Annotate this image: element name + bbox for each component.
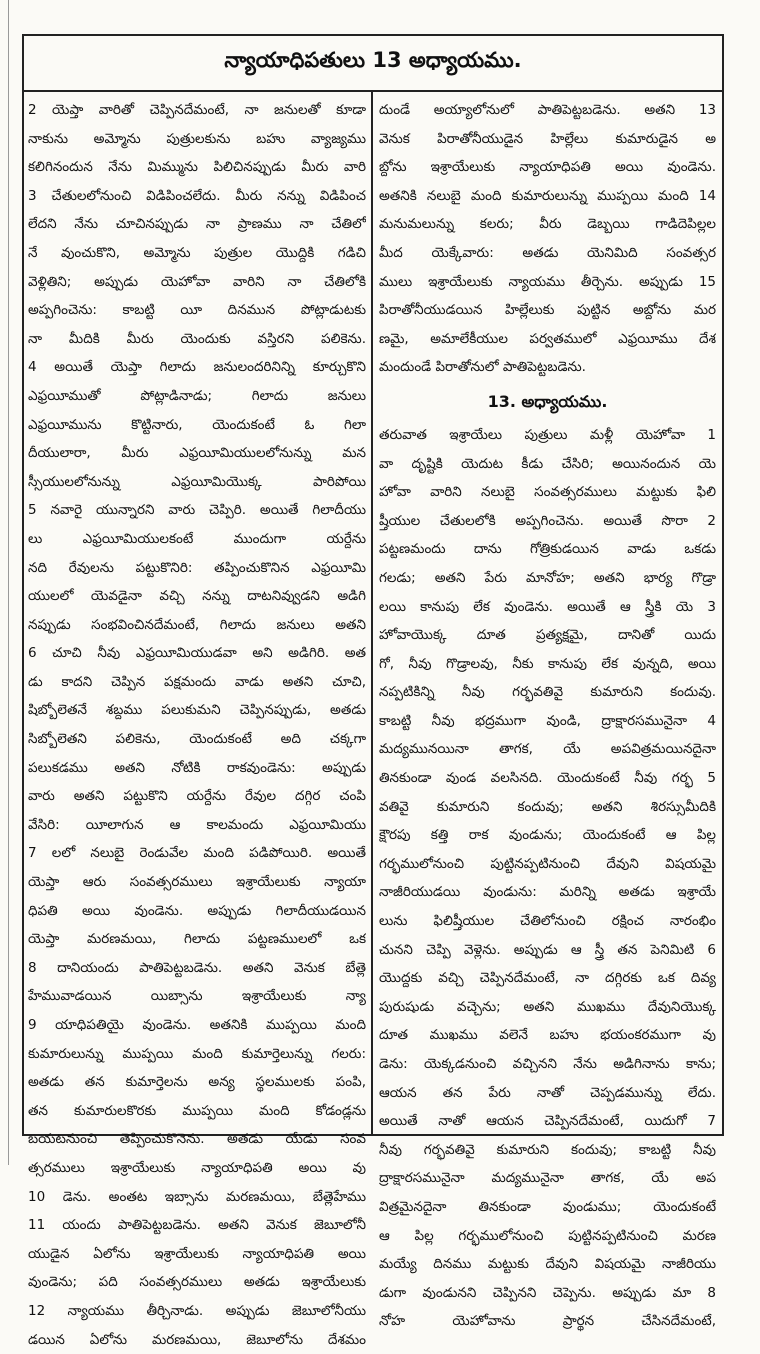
text-line: కుమారులున్ను ముప్పయి మంది కుమార్తెలున్ను గలరు: [28, 1045, 366, 1062]
text-line: గర్భములోనుంచి పుట్టినప్పటినుంచి దేవుని విషయమై [379, 855, 716, 872]
text-line: సిబ్బోలెతని పలికెను, యెందుకంటే అది చక్కగా [28, 731, 366, 748]
text-line: తరువాత ఇశ్రాయేలు పుత్రులు మళ్లీ యెహోవా 1 [379, 426, 716, 443]
text-line: 7 లలో నలుబై రెండువేల మంది పడిపోయిరి. అయితే [28, 845, 366, 862]
text-line: తన కుమారులకొరకు ముప్పయి మంది కోడండ్లను [28, 1102, 366, 1119]
text-line: మనుమలున్ను కలరు; వీరు డెబ్బయి గాడిదెపిల్లల [379, 216, 716, 233]
text-line: లు ఎఫ్రయీమియులకంటే ముందుగా యర్దేను [28, 530, 366, 547]
text-line: నీవు గర్భవతివై కుమారుని కందువు; కాబట్టి నీవు [379, 1141, 716, 1158]
text-line: లేదని నేను చూచినప్పుడు నా ప్రాణము నా చేతిలో [28, 216, 366, 233]
text-line: డుగా వుండునని చెప్పినని చెప్పెను. అప్పుడు మా 8 [379, 1284, 716, 1301]
text-line: పలుకడము అతని నోటికి రాకవుండెను: అప్పుడు [28, 759, 366, 776]
text-line: నది రేవులను పట్టుకొనిరి: తప్పించుకొనిన ఎఫ్రయీమి [28, 559, 366, 576]
text-line: డయిన ఏలోను మరణమయి, జెబూలోను దేశమం [28, 1331, 366, 1348]
text-line: ములు ఇశ్రాయేలుకు న్యాయము తీర్చెను. అప్పుడు 15 [379, 273, 716, 290]
text-line: 10 డెను. అంతట ఇబ్సాను మరణమయి, బేత్లెహేము [28, 1188, 366, 1205]
text-line: పిరాతోనీయుడయిన హిల్లేలుకు పుట్టిన అబ్దోను మర [379, 302, 716, 319]
text-line: యెప్తా మరణమయి, గిలాదు పట్టణములలో ఒక [28, 931, 366, 948]
text-line: హోవా వారిని నలుబై సంవత్సరములు మట్టుకు ఫిలి [379, 484, 716, 501]
text-line: ద్రాక్షారసమునైనా మద్యమునైనా తాగక, యే అప [379, 1170, 716, 1187]
text-line: 8 దానియందు పాతిపెట్టబడెను. అతని వెనుక బేత్లె [28, 959, 366, 976]
text-line: పురుషుడు వచ్చెను; అతని ముఖము దేవునియొక్క [379, 998, 716, 1015]
text-line: వతివై కుమారుని కందువు; అతని శిరస్సుమీదికి [379, 798, 716, 815]
binding-edge [8, 0, 9, 1165]
text-line: నాజీరియుడయి వుండును: మరిన్ని అతడు ఇశ్రాయే [379, 884, 716, 901]
page-frame [22, 34, 724, 1348]
right-column-top-text [379, 96, 716, 382]
text-line: దూత ముఖము వలెనే బహు భయంకరముగా వు [379, 1027, 716, 1044]
text-line: చునని చెప్పి వెళ్లెను. అప్పుడు ఆ స్త్రీ తన పెనిమిటి 6 [379, 941, 716, 958]
text-line: ఎఫ్రయీముతో పోట్లాడినాడు; గిలాదు జనులు [28, 387, 366, 404]
text-line: నా మీదికి మీరు యెందుకు వస్తిరని పలికెను. [28, 330, 366, 347]
text-line: గలడు; అతని పేరు మానోహ; అతని భార్య గొడ్రా [379, 569, 716, 586]
text-line: షిబ్బోలెతనే శబ్దము పలుకుమని చెప్పినప్పుడు, అతడు [28, 702, 366, 719]
page-header [24, 34, 722, 92]
text-line: 11 యందు పాతిపెట్టబడెను. అతని వెనుక జెబూలోనీ [28, 1217, 366, 1234]
text-line: యులలో యెవడైనా వచ్చి నన్ను దాటనివ్వుడని అడిగి [28, 588, 366, 605]
text-line: ధిపతి అయి వుండెను. అప్పుడు గిలాదీయుడయిన [28, 902, 366, 919]
text-line: క్షౌరపు కత్తి రాక వుండును; యెందుకంటే ఆ పిల్ల [379, 827, 716, 844]
text-line: వెళ్లితిని; అప్పుడు యెహోవా వారిని నా చేతిలోకి [28, 273, 366, 290]
text-line: వా దృష్టికి యెదుట కీడు చేసిరి; అయినందున యె [379, 455, 716, 472]
text-line: మీద యెక్కేవారు: అతడు యెనిమిది సంవత్సర [379, 244, 716, 261]
text-line: నప్పుడు సంభవించినదేమంటే, గిలాదు జనులు అతని [28, 616, 366, 633]
text-line: గో, నీవు గొడ్రాలవు, నీకు కానుపు లేక వున్నది, అయి [379, 655, 716, 672]
text-line: హేమువాడయిన యిబ్సాను ఇశ్రాయేలుకు న్యా [28, 988, 366, 1005]
text-line: విత్రమైనదైనా తినకుండా వుండుము; యెందుకంటే [379, 1198, 716, 1215]
text-line: బయటనుంచి తెప్పించుకొనెను. అతడు యేడు సంవ [28, 1131, 366, 1148]
text-line: నాకును అమ్మోను పుత్రులకును బహు వ్యాజ్యము [28, 130, 366, 147]
text-line: 6 చూచి నీవు ఎఫ్రయీమియుడవా అని అడిగిరి. అత [28, 645, 366, 662]
column-divider [371, 90, 373, 1134]
text-line: డు కాదని చెప్పిన పక్షమందు వాడు అతని చూచి, [28, 673, 366, 690]
text-line: స్సీయులలోనున్ను ఎఫ్రయీమియొక్క పారిపోయి [28, 473, 366, 490]
right-column [379, 96, 716, 1336]
text-line: ఆ పిల్ల గర్భములోనుంచి పుట్టినప్పటినుంచి మరణ [379, 1227, 716, 1244]
text-line: దుండే అయ్యాలోనులో పాతిపెట్టబడెను. అతని 13 [379, 102, 716, 118]
text-line: వారు అతని పట్టుకొని యర్దేను రేవుల దగ్గిర చంపి [28, 788, 366, 805]
text-line: త్సరములు ఇశ్రాయేలుకు న్యాయాధిపతి అయి వు [28, 1159, 366, 1176]
text-line: యెప్తా ఆరు సంవత్సరములు ఇశ్రాయేలుకు న్యాయా [28, 874, 366, 891]
text-line: వుండెను; పది సంవత్సరములు అతడు ఇశ్రాయేలుకు [28, 1274, 366, 1291]
text-line: హోవాయొక్క దూత ప్రత్యక్షమై, దానితో యిదు [379, 627, 716, 644]
text-line: వెనుక పిరాతోనీయుడైన హిల్లేలు కుమారుడైన అ [379, 130, 716, 147]
text-line: అతడు తన కుమార్తెలను అన్య స్థలములకు పంపి, [28, 1074, 366, 1091]
text-line: నే వుంచుకొని, అమ్మోను పుత్రుల యొద్దికి గడిచి [28, 244, 366, 261]
text-line: 9 యాధిపతియై వుండెను. అతనికి ముప్పయి మంది [28, 1017, 366, 1033]
text-line: కాబట్టి నీవు భద్రముగా వుండి, ద్రాక్షారసమునైనా 4 [379, 712, 716, 729]
text-line: అయితే నాతో ఆయన చెప్పినదేమంటే, యిదుగో 7 [379, 1113, 716, 1130]
text-line: 5 నవారై యున్నారని వారు చెప్పిరి. అయితే గిలాదీయు [28, 502, 366, 519]
text-line: 3 చేతులలోనుంచి విడిపించలేదు. మీరు నన్ను విడిపించ [28, 187, 366, 204]
text-line: 4 అయితే యెప్తా గిలాదు జనులందరినిన్ని కూర్చుకొని [28, 359, 366, 376]
text-line: యొద్దకు వచ్చి చెప్పినదేమంటే, నా దగ్గిరకు ఒక దివ్య [379, 970, 716, 987]
text-line: తినకుండా వుండ వలసినది. యెందుకంటే నీవు గర్భ 5 [379, 770, 716, 787]
page-title: న్యాయాధిపతులు 13 అధ్యాయము. [224, 48, 522, 72]
text-line: ఆయన తన పేరు నాతో చెప్పడమున్ను లేదు. [379, 1084, 716, 1101]
text-line: లయి కానుపు లేక వుండెను. అయితే ఆ స్త్రీకి యె 3 [379, 598, 716, 615]
text-line: నోహ యెహోవాను ప్రార్థన చేసినదేమంటే, [379, 1313, 716, 1330]
text-line: కలిగినందున నేను మిమ్మును పిలిచినప్పుడు మీరు వారి [28, 159, 366, 176]
text-line: ష్తీయుల చేతులలోకి అప్పగించెను. అయితే సొరా 2 [379, 512, 716, 529]
text-line: వేసిరి: యీలాగున ఆ కాలమందు ఎఫ్రయీమియు [28, 816, 366, 833]
text-line: మందుండే పిరాతోనులో పాతిపెట్టబడెను. [379, 359, 586, 376]
text-line: బ్దోను ఇశ్రాయేలుకు న్యాయాధిపతి అయి వుండెను. [379, 159, 716, 176]
text-line: ఎఫ్రయీమును కొట్టినారు, యెందుకంటే ఓ గిలా [28, 416, 366, 433]
text-line: అప్పగించెను: కాబట్టి యీ దినమున పోట్లాడుటకు [28, 302, 366, 319]
text-line: పట్టణమందు దాను గోత్రికుడయిన వాడు ఒకడు [379, 541, 716, 558]
text-line: దీయులారా, మీరు ఎఫ్రయీమియులలోనున్ను మన [28, 445, 366, 462]
right-column-bottom-text [379, 421, 716, 1336]
text-line: అతనికి నలుబై మంది కుమారులున్ను ముప్పయి మంది 14 [379, 187, 716, 204]
text-line: నప్పటికిన్ని నీవు గర్భవతివై కుమారుని కందువు. [379, 684, 716, 701]
text-line: 12 న్యాయము తీర్చినాడు. అప్పుడు జెబూలోనీయు [28, 1302, 366, 1319]
chapter-heading: 13. అధ్యాయము. [487, 391, 608, 411]
text-line: 2 యెప్తా వారితో చెప్పినదేమంటే, నా జనులతో కూడా [28, 102, 366, 118]
text-line: డెను: యెక్కడనుంచి వచ్చినని నేను అడిగినాను కాను; [379, 1056, 716, 1072]
text-line: మద్యమునయినా తాగక, యే అపవిత్రమయినదైనా [379, 741, 716, 758]
text-line: లును ఫిలిష్తీయుల చేతిలోనుంచి రక్షించ నారంభిం [379, 913, 716, 930]
text-line: ణమై, అమాలేకీయుల పర్వతములో ఎఫ్రయీము దేశ [379, 330, 716, 347]
text-line: యుడైన ఏలోను ఇశ్రాయేలుకు న్యాయాధిపతి అయి [28, 1245, 366, 1262]
text-line: మయ్యే దినము మట్టుకు దేవుని విషయమై నాజీరియు [379, 1256, 716, 1273]
left-column [28, 96, 366, 1354]
